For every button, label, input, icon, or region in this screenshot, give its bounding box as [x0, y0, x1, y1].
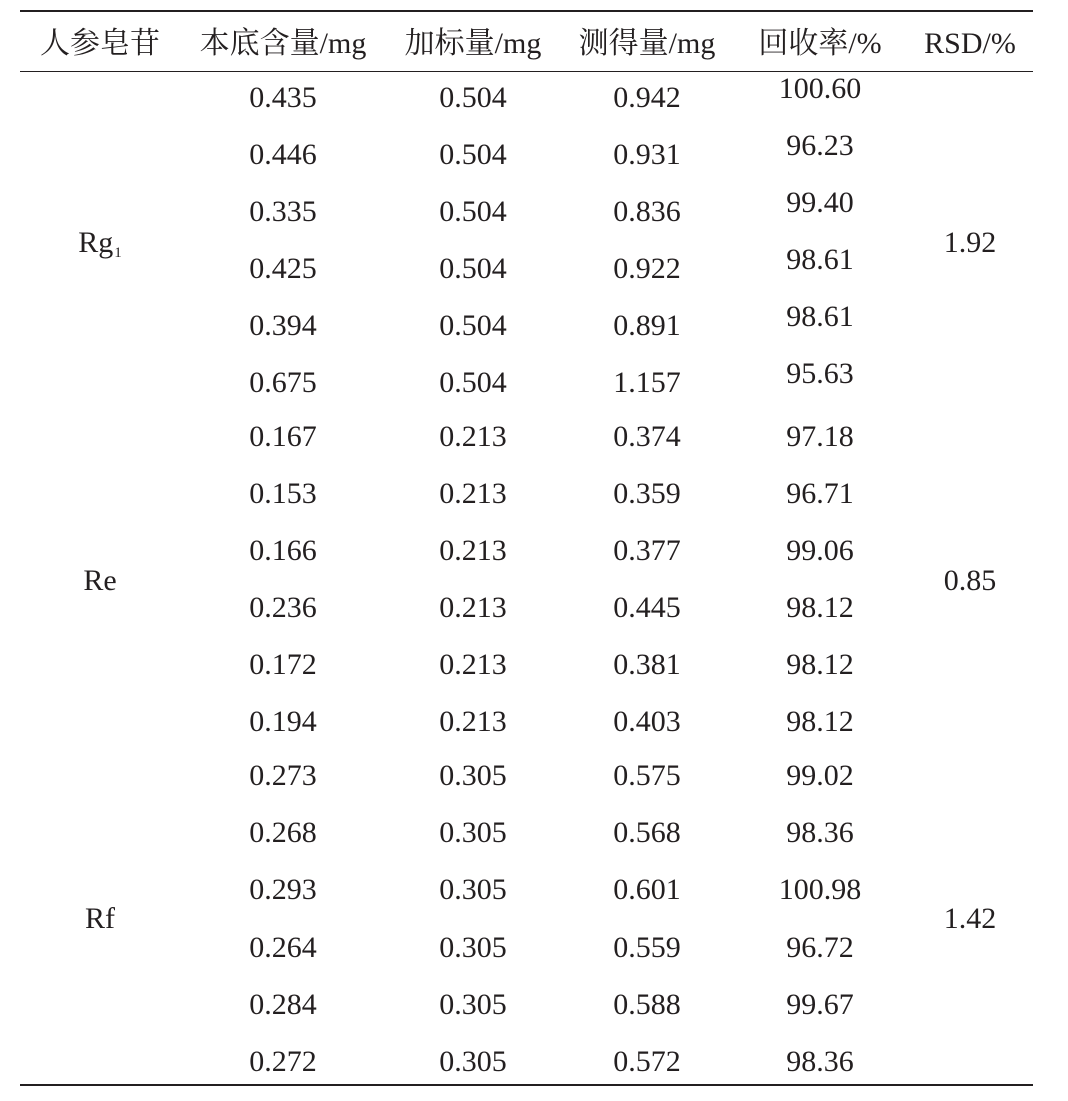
- background-content-cell: 0.394: [249, 309, 317, 342]
- recovery-rate-cell: 99.06: [786, 534, 854, 567]
- header-measured-amount: 测得量/mg: [578, 27, 716, 60]
- background-content-cell: 0.435: [249, 81, 317, 114]
- measured-amount-cell: 0.381: [613, 648, 681, 681]
- spiked-amount-cell: 0.213: [439, 420, 507, 453]
- background-content-cell: 0.272: [249, 1045, 317, 1078]
- header-recovery-rate: 回收率/%: [758, 27, 882, 60]
- spiked-amount-cell: 0.213: [439, 648, 507, 681]
- recovery-rate-cell: 98.36: [786, 816, 854, 849]
- recovery-rate-cell: 98.61: [786, 243, 854, 276]
- recovery-rate-cell: 98.12: [786, 591, 854, 624]
- ginsenoside-name: [85, 901, 115, 937]
- ginsenoside-name: [78, 225, 122, 271]
- measured-amount-cell: 0.445: [613, 591, 681, 624]
- spiked-amount-cell: 0.213: [439, 705, 507, 738]
- background-content-cell: 0.335: [249, 195, 317, 228]
- measured-amount-cell: 0.575: [613, 759, 681, 792]
- recovery-rate-cell: 99.67: [786, 988, 854, 1021]
- spiked-amount-cell: 0.305: [439, 988, 507, 1021]
- spiked-amount-cell: 0.504: [439, 309, 507, 342]
- measured-amount-cell: 0.572: [613, 1045, 681, 1078]
- measured-amount-cell: 0.568: [613, 816, 681, 849]
- ginsenoside-name-subscript: 1: [114, 245, 122, 261]
- ginsenoside-name-text: Rf: [85, 902, 115, 935]
- recovery-rate-cell: 98.12: [786, 705, 854, 738]
- measured-amount-cell: 0.836: [613, 195, 681, 228]
- rsd-cell: 0.85: [943, 564, 997, 597]
- background-content-cell: 0.446: [249, 138, 317, 171]
- recovery-rate-cell: 98.61: [786, 300, 854, 333]
- recovery-rate-cell: 95.63: [786, 357, 854, 390]
- spiked-amount-cell: 0.305: [439, 1045, 507, 1078]
- measured-amount-cell: 0.359: [613, 477, 681, 510]
- background-content-cell: 0.425: [249, 252, 317, 285]
- measured-amount-cell: 0.922: [613, 252, 681, 285]
- background-content-cell: 0.268: [249, 816, 317, 849]
- recovery-rate-cell: 99.02: [786, 759, 854, 792]
- spiked-amount-cell: 0.504: [439, 366, 507, 399]
- rsd-cell: 1.42: [943, 902, 997, 935]
- spiked-amount-cell: 0.213: [439, 591, 507, 624]
- measured-amount-cell: 1.157: [613, 366, 681, 399]
- measured-amount-cell: 0.403: [613, 705, 681, 738]
- ginsenoside-name-text: Re: [83, 564, 117, 597]
- measured-amount-cell: 0.942: [613, 81, 681, 114]
- background-content-cell: 0.284: [249, 988, 317, 1021]
- spiked-amount-cell: 0.213: [439, 477, 507, 510]
- measured-amount-cell: 0.601: [613, 873, 681, 906]
- background-content-cell: 0.172: [249, 648, 317, 681]
- background-content-cell: 0.293: [249, 873, 317, 906]
- recovery-rate-cell: 96.72: [786, 931, 854, 964]
- recovery-rate-cell: 96.71: [786, 477, 854, 510]
- recovery-rate-cell: 98.36: [786, 1045, 854, 1078]
- background-content-cell: 0.675: [249, 366, 317, 399]
- measured-amount-cell: 0.377: [613, 534, 681, 567]
- background-content-cell: 0.153: [249, 477, 317, 510]
- measured-amount-cell: 0.588: [613, 988, 681, 1021]
- measured-amount-cell: 0.374: [613, 420, 681, 453]
- spiked-amount-cell: 0.305: [439, 873, 507, 906]
- recovery-rate-cell: 99.40: [786, 186, 854, 219]
- spiked-amount-cell: 0.305: [439, 759, 507, 792]
- table-header-rule: [20, 71, 1033, 72]
- header-spiked-amount: 加标量/mg: [404, 27, 542, 60]
- spiked-amount-cell: 0.213: [439, 534, 507, 567]
- spiked-amount-cell: 0.504: [439, 195, 507, 228]
- ginsenoside-name: [83, 563, 116, 599]
- recovery-rate-cell: 97.18: [786, 420, 854, 453]
- header-ginsenoside: 人参皂苷: [40, 27, 160, 60]
- measured-amount-cell: 0.891: [613, 309, 681, 342]
- background-content-cell: 0.273: [249, 759, 317, 792]
- measured-amount-cell: 0.931: [613, 138, 681, 171]
- background-content-cell: 0.236: [249, 591, 317, 624]
- background-content-cell: 0.167: [249, 420, 317, 453]
- table-bottom-rule: [20, 1084, 1033, 1086]
- background-content-cell: 0.194: [249, 705, 317, 738]
- spiked-amount-cell: 0.504: [439, 252, 507, 285]
- recovery-rate-cell: 100.60: [778, 72, 862, 105]
- background-content-cell: 0.166: [249, 534, 317, 567]
- rsd-cell: 1.92: [943, 226, 997, 259]
- spiked-amount-cell: 0.305: [439, 931, 507, 964]
- recovery-rate-cell: 96.23: [786, 129, 854, 162]
- ginsenoside-name-text: Rg: [78, 226, 114, 259]
- table-top-rule: [20, 10, 1033, 12]
- spiked-amount-cell: 0.504: [439, 81, 507, 114]
- header-background-content: 本底含量/mg: [199, 27, 367, 60]
- header-rsd: RSD/%: [924, 27, 1016, 60]
- background-content-cell: 0.264: [249, 931, 317, 964]
- spiked-amount-cell: 0.504: [439, 138, 507, 171]
- measured-amount-cell: 0.559: [613, 931, 681, 964]
- recovery-rate-cell: 100.98: [778, 873, 862, 906]
- spiked-amount-cell: 0.305: [439, 816, 507, 849]
- recovery-rate-cell: 98.12: [786, 648, 854, 681]
